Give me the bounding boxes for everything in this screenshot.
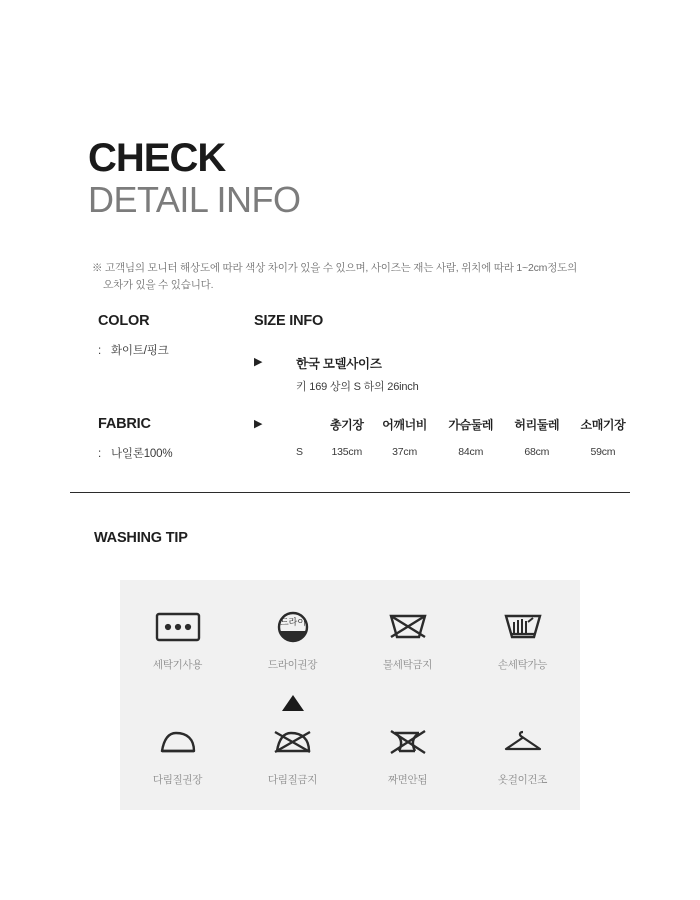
notice-line-2: 오차가 있을 수 있습니다.: [103, 279, 214, 291]
washing-item-hand-wash: [465, 580, 580, 695]
size-table-header-0: [296, 416, 322, 446]
page-title-line1: CHECK: [88, 136, 226, 180]
size-cell-0-1: 135cm: [331, 446, 363, 458]
hanger-dry-icon: [494, 719, 552, 763]
iron-ok-icon: [149, 719, 207, 763]
notice-line-1: ※ 고객님의 모니터 해상도에 따라 색상 차이가 있을 수 있으며, 사이즈는 재는 사람, 위치에 따라 1~2cm정도의: [92, 262, 578, 274]
washing-label-machine: 세탁기사용: [152, 658, 203, 671]
size-table: [296, 416, 636, 458]
washing-machine-icon: [149, 604, 207, 648]
notice-text: [92, 260, 592, 294]
washing-label-no-wring: 짜면안됨: [387, 773, 428, 786]
size-cell-0-5: 59cm: [590, 446, 616, 458]
triangle-marker-icon: ▶: [254, 356, 263, 368]
washing-label-hanger-dry: 옷걸이건조: [497, 773, 548, 786]
model-size-detail: 키 169 상의 S 하의 26inch: [296, 381, 419, 393]
washing-label-dryclean: 드라이권장: [267, 658, 318, 671]
washing-item-hanger-dry: [465, 695, 580, 810]
size-table-header-2: 어깨너비: [382, 418, 427, 432]
size-info-block: [254, 313, 634, 458]
no-iron-icon: [264, 719, 322, 763]
washing-tip-title: WASHING TIP: [94, 530, 188, 546]
washing-icon-grid: [120, 580, 580, 810]
washing-item-no-water: [350, 580, 465, 695]
no-water-wash-icon: [379, 604, 437, 648]
dry-clean-icon: [264, 604, 322, 648]
size-cell-0-2: 37cm: [392, 446, 418, 458]
section-divider: [70, 492, 630, 493]
color-block: [98, 313, 238, 358]
washing-item-machine: [120, 580, 235, 695]
size-table-header-5: 소매기장: [580, 418, 626, 432]
size-cell-0-3: 84cm: [458, 446, 484, 458]
washing-item-no-wring: [350, 695, 465, 810]
size-table-header-3: 가슴둘레: [448, 418, 494, 432]
washing-item-iron-ok: [120, 695, 235, 810]
washing-label-iron-ok: 다림질권장: [152, 773, 203, 786]
washing-label-no-iron: 다림질금지: [267, 773, 318, 786]
washing-label-no-water: 물세탁금지: [382, 658, 433, 671]
size-table-row: [254, 416, 634, 458]
size-cell-0-0: S: [296, 446, 303, 458]
washing-label-hand-wash: 손세탁가능: [497, 658, 548, 671]
fabric-value: 나일론100%: [111, 448, 173, 460]
fabric-label: FABRIC: [98, 416, 151, 432]
color-value: 화이트/핑크: [111, 345, 169, 357]
color-label: COLOR: [98, 313, 150, 329]
color-value-row: [98, 342, 238, 358]
washing-tip-box: [120, 580, 580, 810]
size-table-header-row: [296, 416, 636, 446]
hand-wash-icon: [494, 604, 552, 648]
page-title-line2: DETAIL INFO: [88, 179, 301, 220]
washing-item-dryclean: [235, 580, 350, 695]
page-title: [88, 136, 301, 220]
model-size-row: [254, 354, 634, 394]
svg-text:드라이: 드라이: [279, 616, 306, 627]
triangle-marker-icon-2: ▶: [254, 418, 263, 430]
size-cell-0-4: 68cm: [524, 446, 550, 458]
fabric-colon: :: [98, 448, 101, 460]
fabric-block: [98, 416, 238, 461]
table-row: [296, 446, 636, 458]
size-table-header-4: 허리둘레: [514, 418, 560, 432]
size-info-title: SIZE INFO: [254, 313, 324, 329]
color-colon: :: [98, 345, 101, 357]
fabric-value-row: [98, 445, 238, 461]
model-size-name: 한국 모델사이즈: [296, 357, 382, 371]
size-table-header-1: 총기장: [329, 418, 364, 432]
no-wring-icon: [379, 719, 437, 763]
washing-item-no-iron: [235, 695, 350, 810]
product-attributes: [98, 313, 238, 461]
